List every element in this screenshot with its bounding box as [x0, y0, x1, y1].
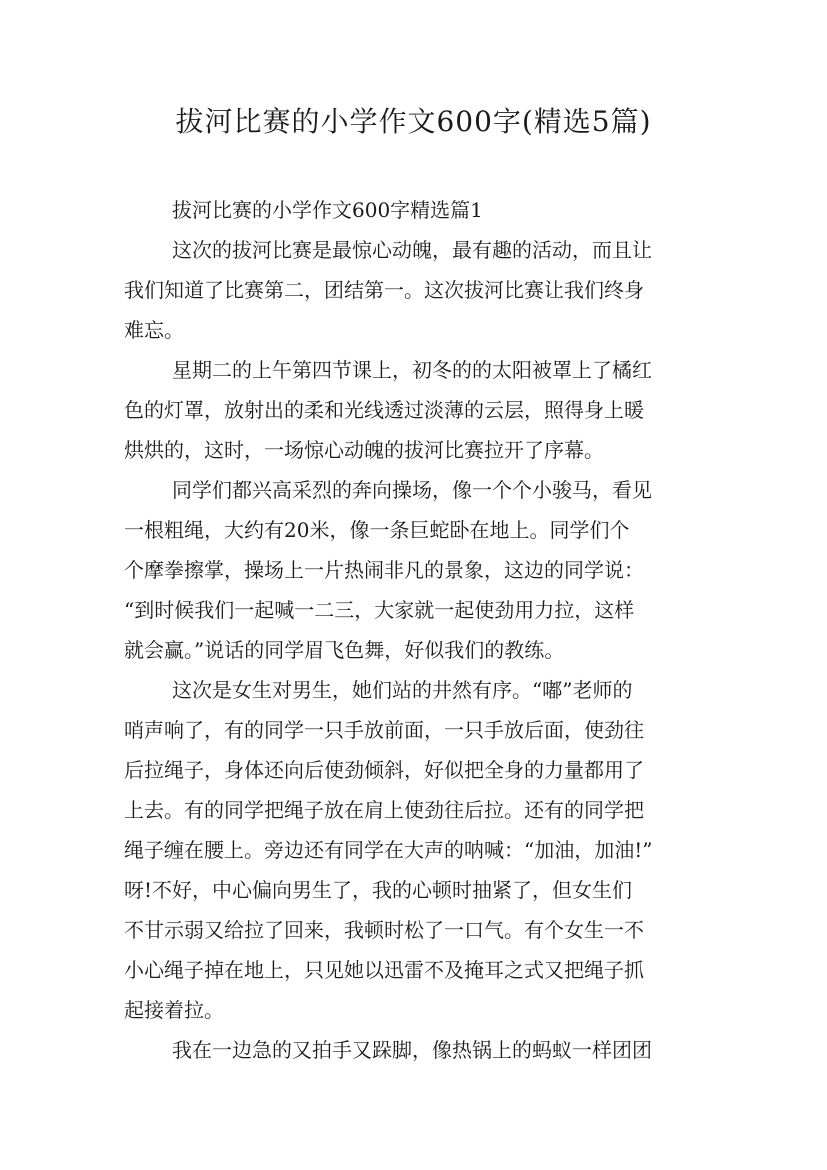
paragraph-line: 一根粗绳，大约有20米，像一条巨蛇卧在地上。同学们个 [124, 518, 630, 542]
paragraph-line: 就会赢。”说话的同学眉飞色舞，好似我们的教练。 [124, 638, 565, 662]
paragraph-line: 不甘示弱又给拉了回来，我顿时松了一口气。有个女生一不 [124, 918, 644, 942]
paragraph-line: 后拉绳子，身体还向后使劲倾斜，好似把全身的力量都用了 [124, 758, 644, 782]
paragraph-line: 绳子缠在腰上。旁边还有同学在大声的呐喊：“加油，加油!” [124, 838, 653, 862]
paragraph-line: “到时候我们一起喊一二三，大家就一起使劲用力拉，这样 [124, 598, 635, 622]
paragraph [124, 350, 709, 470]
paragraph-line: 这次的拔河比赛是最惊心动魄，最有趣的活动，而且让 [172, 238, 652, 262]
paragraph [124, 470, 709, 670]
paragraph-line: 呀!不好，中心偏向男生了，我的心顿时抽紧了，但女生们 [124, 878, 633, 902]
paragraph-line: 烘烘的，这时，一场惊心动魄的拔河比赛拉开了序幕。 [124, 438, 604, 462]
paragraph-line: 星期二的上午第四节课上，初冬的的太阳被罩上了橘红 [172, 358, 652, 382]
paragraph-line: 难忘。 [124, 318, 184, 342]
paragraph-list [124, 230, 709, 1070]
section-heading: 拔河比赛的小学作文600字精选篇1 [172, 198, 483, 222]
paragraph [124, 670, 709, 1030]
document-title: 拔河比赛的小学作文600字(精选5篇) [175, 105, 652, 138]
paragraph-line: 这次是女生对男生，她们站的井然有序。“嘟”老师的 [172, 678, 633, 702]
paragraph-line: 上去。有的同学把绳子放在肩上使劲往后拉。还有的同学把 [124, 798, 644, 822]
paragraph-line: 色的灯罩，放射出的柔和光线透过淡薄的云层，照得身上暖 [124, 398, 644, 422]
paragraph-line: 我在一边急的又拍手又跺脚，像热锅上的蚂蚁一样团团 [172, 1038, 652, 1062]
paragraph-line: 小心绳子掉在地上，只见她以迅雷不及掩耳之式又把绳子抓 [124, 958, 644, 982]
paragraph [124, 230, 709, 350]
paragraph [124, 1030, 709, 1070]
document-body [124, 190, 709, 1070]
paragraph-line: 我们知道了比赛第二，团结第一。这次拔河比赛让我们终身 [124, 278, 644, 302]
paragraph-line: 起接着拉。 [124, 998, 224, 1022]
paragraph-line: 哨声响了，有的同学一只手放前面，一只手放后面，使劲往 [124, 718, 644, 742]
paragraph-line: 个摩拳擦掌，操场上一片热闹非凡的景象，这边的同学说： [124, 558, 644, 582]
paragraph-line: 同学们都兴高采烈的奔向操场，像一个个小骏马，看见 [172, 478, 652, 502]
